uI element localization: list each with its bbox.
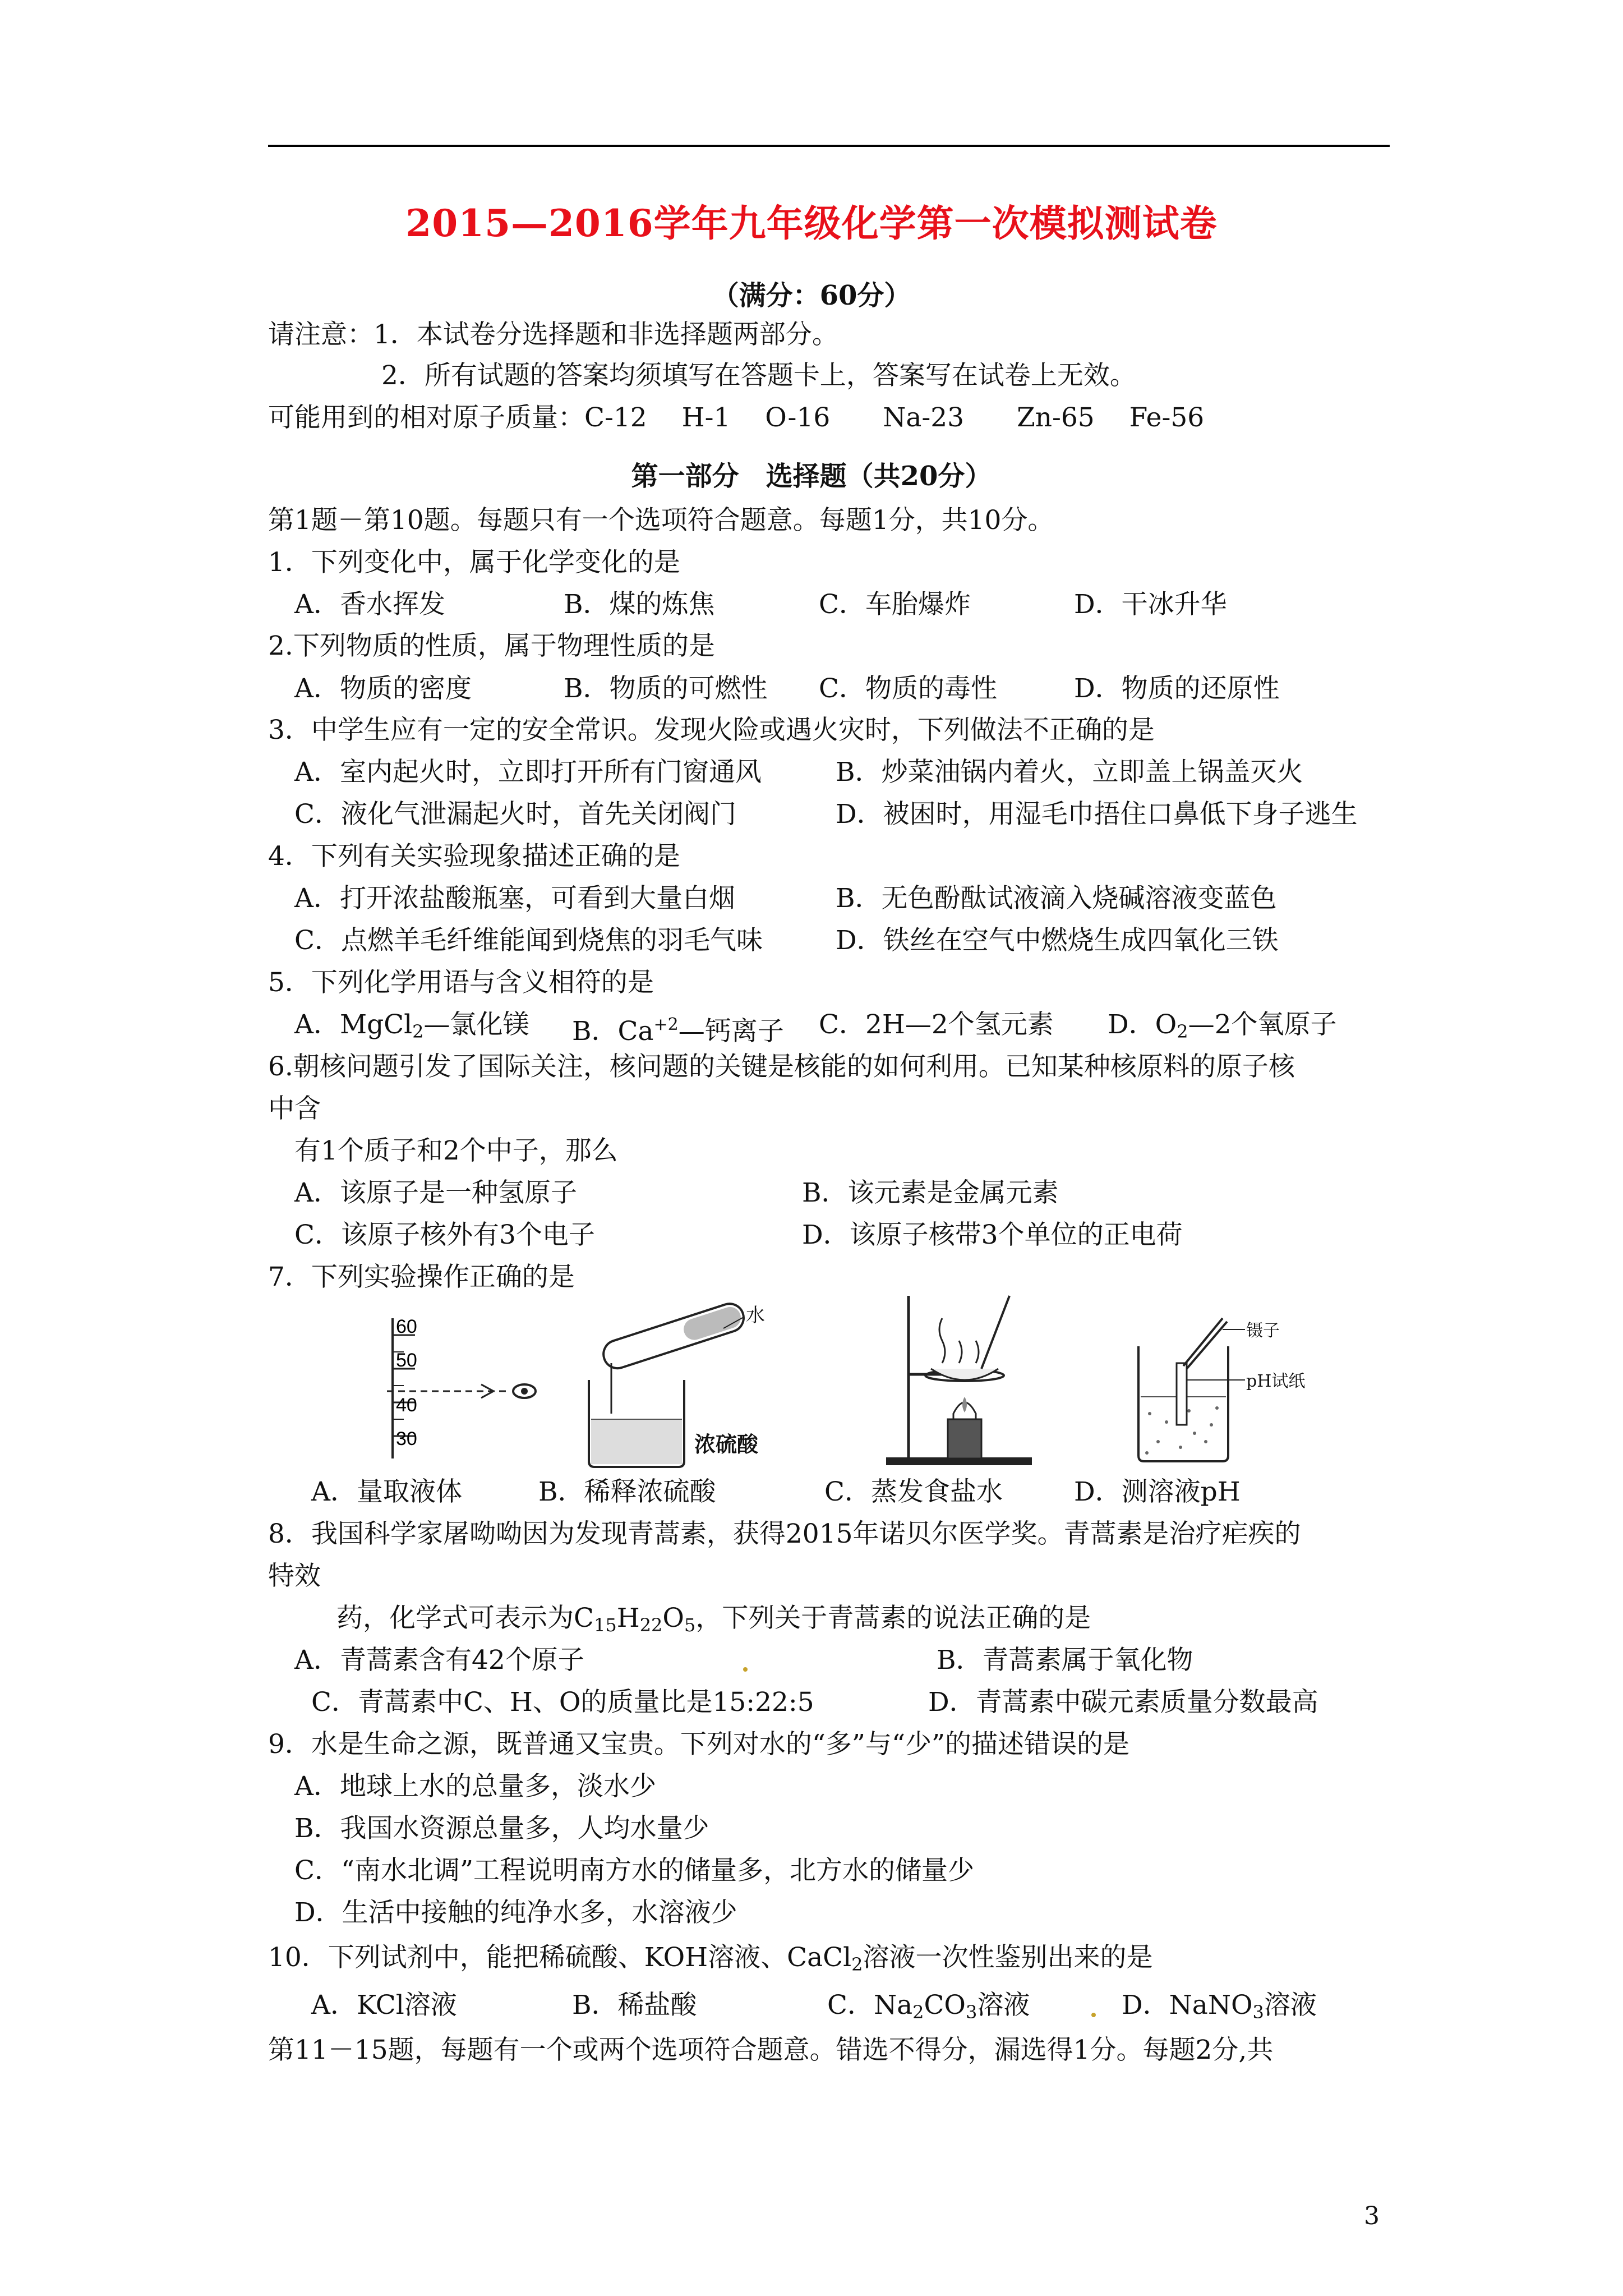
- q1-option-a: A．香水挥发: [294, 589, 445, 620]
- q9-stem: 9．水是生命之源，既普通又宝贵。下列对水的“多”与“少”的描述错误的是: [268, 1729, 1130, 1760]
- exam-title: 2015—2016学年九年级化学第一次模拟测试卷: [405, 201, 1218, 245]
- q7-option-b: B．稀释浓硫酸: [538, 1476, 716, 1507]
- q7-option-d: D．测溶液pH: [1074, 1476, 1241, 1507]
- q9-option-a: A．地球上水的总量多，淡水少: [294, 1771, 656, 1802]
- q7-option-a: A．量取液体: [311, 1476, 462, 1507]
- q8-option-b: B．青蒿素属于氧化物: [937, 1645, 1193, 1676]
- q9-option-c: C．“南水北调”工程说明南方水的储量多，北方水的储量少: [294, 1855, 975, 1886]
- q10-stem: 10．下列试剂中，能把稀硫酸、KOH溶液、CaCl$_2$溶液一次性鉴别出来的是: [268, 1942, 1153, 1975]
- part1-heading: 第一部分 选择题（共20分）: [631, 461, 992, 492]
- q8-option-c: C．青蒿素中C、H、O的质量比是15:22:5: [311, 1687, 814, 1718]
- q2-option-c: C．物质的毒性: [819, 673, 997, 704]
- q1-option-d: D．干冰升华: [1074, 589, 1227, 620]
- q3-stem: 3．中学生应有一定的安全常识。发现火险或遇火灾时，下列做法不正确的是: [268, 715, 1155, 746]
- graduated-cylinder-figure: [381, 1313, 550, 1464]
- cylinder-mark-60: 60: [396, 1316, 417, 1337]
- ph-paper-label: pH试纸: [1246, 1372, 1306, 1391]
- q9-option-d: D．生活中接触的纯净水多，水溶液少: [294, 1897, 737, 1928]
- cylinder-mark-40: 40: [396, 1395, 417, 1416]
- cylinder-mark-30: 30: [396, 1428, 417, 1450]
- q6-option-d: D．该原子核带3个单位的正电荷: [802, 1220, 1183, 1250]
- q6-stem-line-3: 有1个质子和2个中子，那么: [294, 1135, 618, 1166]
- part1b-instruction: 第11－15题，每题有一个或两个选项符合题意。错选不得分，漏选得1分。每题2分,共: [268, 2035, 1274, 2065]
- q10-option-b: B．稀盐酸: [572, 1990, 697, 2021]
- top-rule: [268, 145, 1390, 147]
- page-number: 3: [1364, 2202, 1380, 2230]
- q2-option-d: D．物质的还原性: [1074, 673, 1280, 704]
- q8-stem-line-1: 8．我国科学家屠呦呦因为发现青蒿素，获得2015年诺贝尔医学奖。青蒿素是治疗疟疾的: [268, 1519, 1301, 1549]
- q3-option-b: B．炒菜油锅内着火，立即盖上锅盖灭火: [836, 757, 1303, 788]
- q9-option-b: B．我国水资源总量多，人均水量少: [294, 1813, 709, 1844]
- q2-option-b: B．物质的可燃性: [564, 673, 768, 704]
- atomic-mass-line: 可能用到的相对原子质量：C-12 H-1 O-16 Na-23 Zn-65 Fe-56: [268, 402, 1205, 433]
- q8-option-d: D．青蒿素中碳元素质量分数最高: [928, 1687, 1318, 1718]
- full-score: （满分：60分）: [712, 280, 911, 311]
- ph-test-figure: [1127, 1313, 1307, 1470]
- q3-option-d: D．被困时，用湿毛巾捂住口鼻低下身子逃生: [836, 799, 1358, 830]
- q7-option-c: C．蒸发食盐水: [824, 1476, 1003, 1507]
- acid-label: 浓硫酸: [694, 1432, 759, 1457]
- q6-stem-line-2: 中含: [268, 1093, 321, 1124]
- q4-option-d: D．铁丝在空气中燃烧生成四氧化三铁: [836, 925, 1279, 956]
- evaporation-figure: [875, 1285, 1054, 1470]
- q4-stem: 4．下列有关实验现象描述正确的是: [268, 841, 680, 872]
- q8-stem-line-2: 特效: [268, 1561, 321, 1591]
- q3-option-c: C．液化气泄漏起火时，首先关闭阀门: [294, 799, 736, 830]
- q1-stem: 1．下列变化中，属于化学变化的是: [268, 547, 680, 578]
- dilute-acid-figure: [578, 1301, 802, 1470]
- q2-option-a: A．物质的密度: [294, 673, 472, 704]
- q6-option-c: C．该原子核外有3个电子: [294, 1220, 595, 1250]
- stray-dot-2: [1091, 2013, 1096, 2017]
- q2-stem: 2.下列物质的性质，属于物理性质的是: [268, 631, 715, 661]
- notice-line-1: 请注意：1．本试卷分选择题和非选择题两部分。: [268, 319, 838, 350]
- q6-option-b: B．该元素是金属元素: [802, 1177, 1059, 1208]
- q5-option-a: A．MgCl$_2$—氯化镁: [294, 1009, 529, 1042]
- q7-stem: 7．下列实验操作正确的是: [268, 1262, 575, 1292]
- cylinder-mark-50: 50: [396, 1350, 417, 1371]
- q8-option-a: A．青蒿素含有42个原子: [294, 1645, 584, 1676]
- q5-option-d: D．$O_2—2$个氧原子: [1108, 1009, 1337, 1042]
- q5-option-b: B．$Ca^{+2}—$钙离子: [572, 1015, 784, 1047]
- q3-option-a: A．室内起火时，立即打开所有门窗通风: [294, 757, 762, 788]
- part1-instruction: 第1题－第10题。每题只有一个选项符合题意。每题1分，共10分。: [268, 505, 1054, 536]
- q6-stem-line-1: 6.朝核问题引发了国际关注，核问题的关键是核能的如何利用。已知某种核原料的原子核: [268, 1051, 1295, 1082]
- water-label: 水: [746, 1304, 765, 1327]
- q4-option-c: C．点燃羊毛纤维能闻到烧焦的羽毛气味: [294, 925, 763, 956]
- q10-option-a: A．KCl溶液: [311, 1990, 457, 2021]
- q5-option-c: C．2H—2个氢元素: [819, 1009, 1054, 1040]
- q1-option-c: C．车胎爆炸: [819, 589, 971, 620]
- q4-option-b: B．无色酚酞试液滴入烧碱溶液变蓝色: [836, 883, 1277, 914]
- q8-stem-line-3: 药，化学式可表示为$C_{15}H_{22}O_5$，下列关于青蒿素的说法正确的是: [336, 1603, 1091, 1636]
- q1-option-b: B．煤的炼焦: [564, 589, 715, 620]
- tweezers-label: 镊子: [1246, 1321, 1280, 1341]
- q10-option-d: D．NaNO$_3$溶液: [1122, 1990, 1317, 2023]
- q10-option-c: C．$Na_2CO_3$溶液: [827, 1990, 1030, 2023]
- q6-option-a: A．该原子是一种氢原子: [294, 1177, 577, 1208]
- notice-line-2: 2．所有试题的答案均须填写在答题卡上，答案写在试卷上无效。: [381, 360, 1136, 391]
- q5-stem: 5．下列化学用语与含义相符的是: [268, 967, 654, 998]
- stray-dot: [743, 1667, 748, 1672]
- q4-option-a: A．打开浓盐酸瓶塞，可看到大量白烟: [294, 883, 735, 914]
